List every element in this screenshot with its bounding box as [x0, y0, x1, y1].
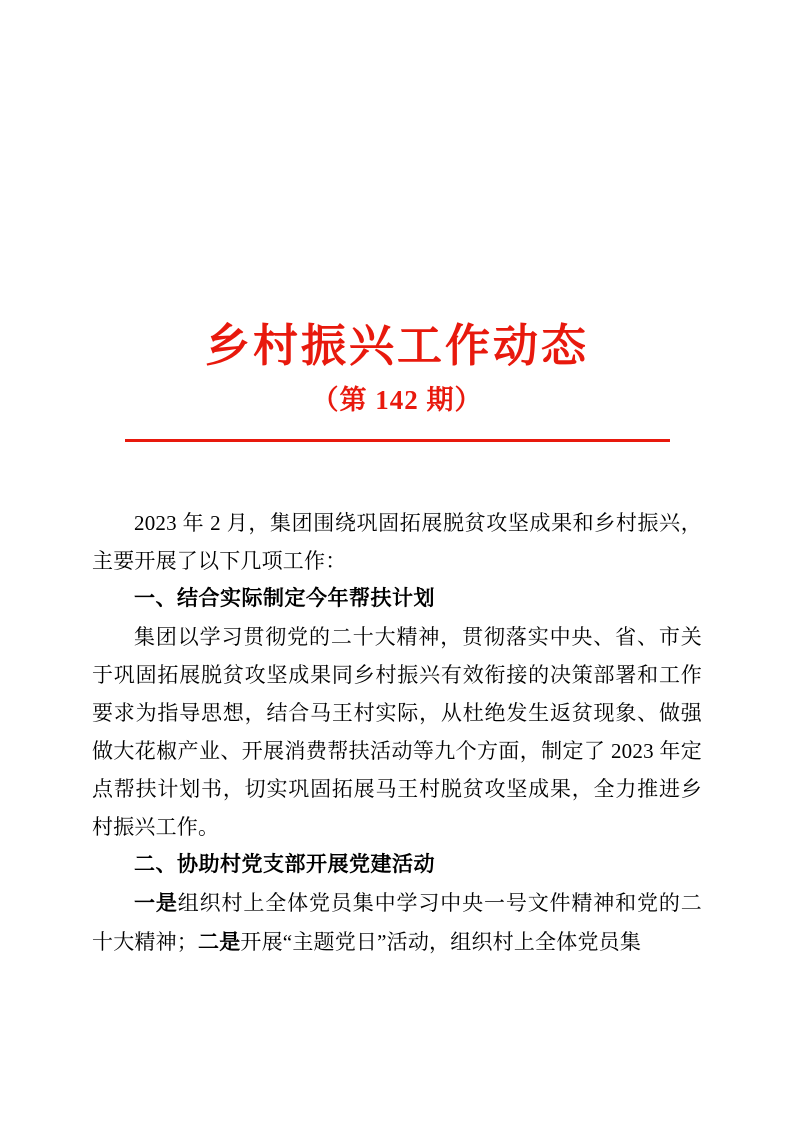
paragraph-section-1-body: 集团以学习贯彻党的二十大精神，贯彻落实中央、省、市关于巩固拓展脱贫攻坚成果同乡村振兴有效衔接的决策部署和工作要求为指导思想，结合马王村实际，从杜绝发生返贫现象、做强做大花椒产业、开展消费帮扶活动等九个方面，制定了 2023 年定点帮扶计划书，切实巩固拓展马王村脱贫攻坚成果，全力推进乡村振兴工作。 — [92, 624, 702, 839]
section-heading-2: 二、协助村党支部开展党建活动 — [134, 852, 435, 876]
inline-text-second: 开展“主题党日”活动，组织村上全体党员集 — [240, 929, 642, 954]
paragraph-section-2-body — [92, 884, 702, 962]
document-body — [92, 504, 702, 962]
paragraph-intro: 2023 年 2 月，集团围绕巩固拓展脱贫攻坚成果和乡村振兴，主要开展了以下几项工作： — [92, 510, 702, 573]
inline-text-first: 组织村上全体党员集中学习中央一号文件精神和党的二十大精神； — [92, 890, 702, 954]
issue-number: （第 142 期） — [311, 385, 483, 416]
red-divider — [125, 439, 670, 442]
masthead — [92, 0, 702, 442]
page-title: 乡村振兴工作动态 — [204, 321, 589, 371]
inline-label-first: 一是 — [134, 891, 178, 915]
inline-label-second: 二是 — [198, 930, 241, 954]
section-heading-1: 一、结合实际制定今年帮扶计划 — [134, 586, 435, 610]
